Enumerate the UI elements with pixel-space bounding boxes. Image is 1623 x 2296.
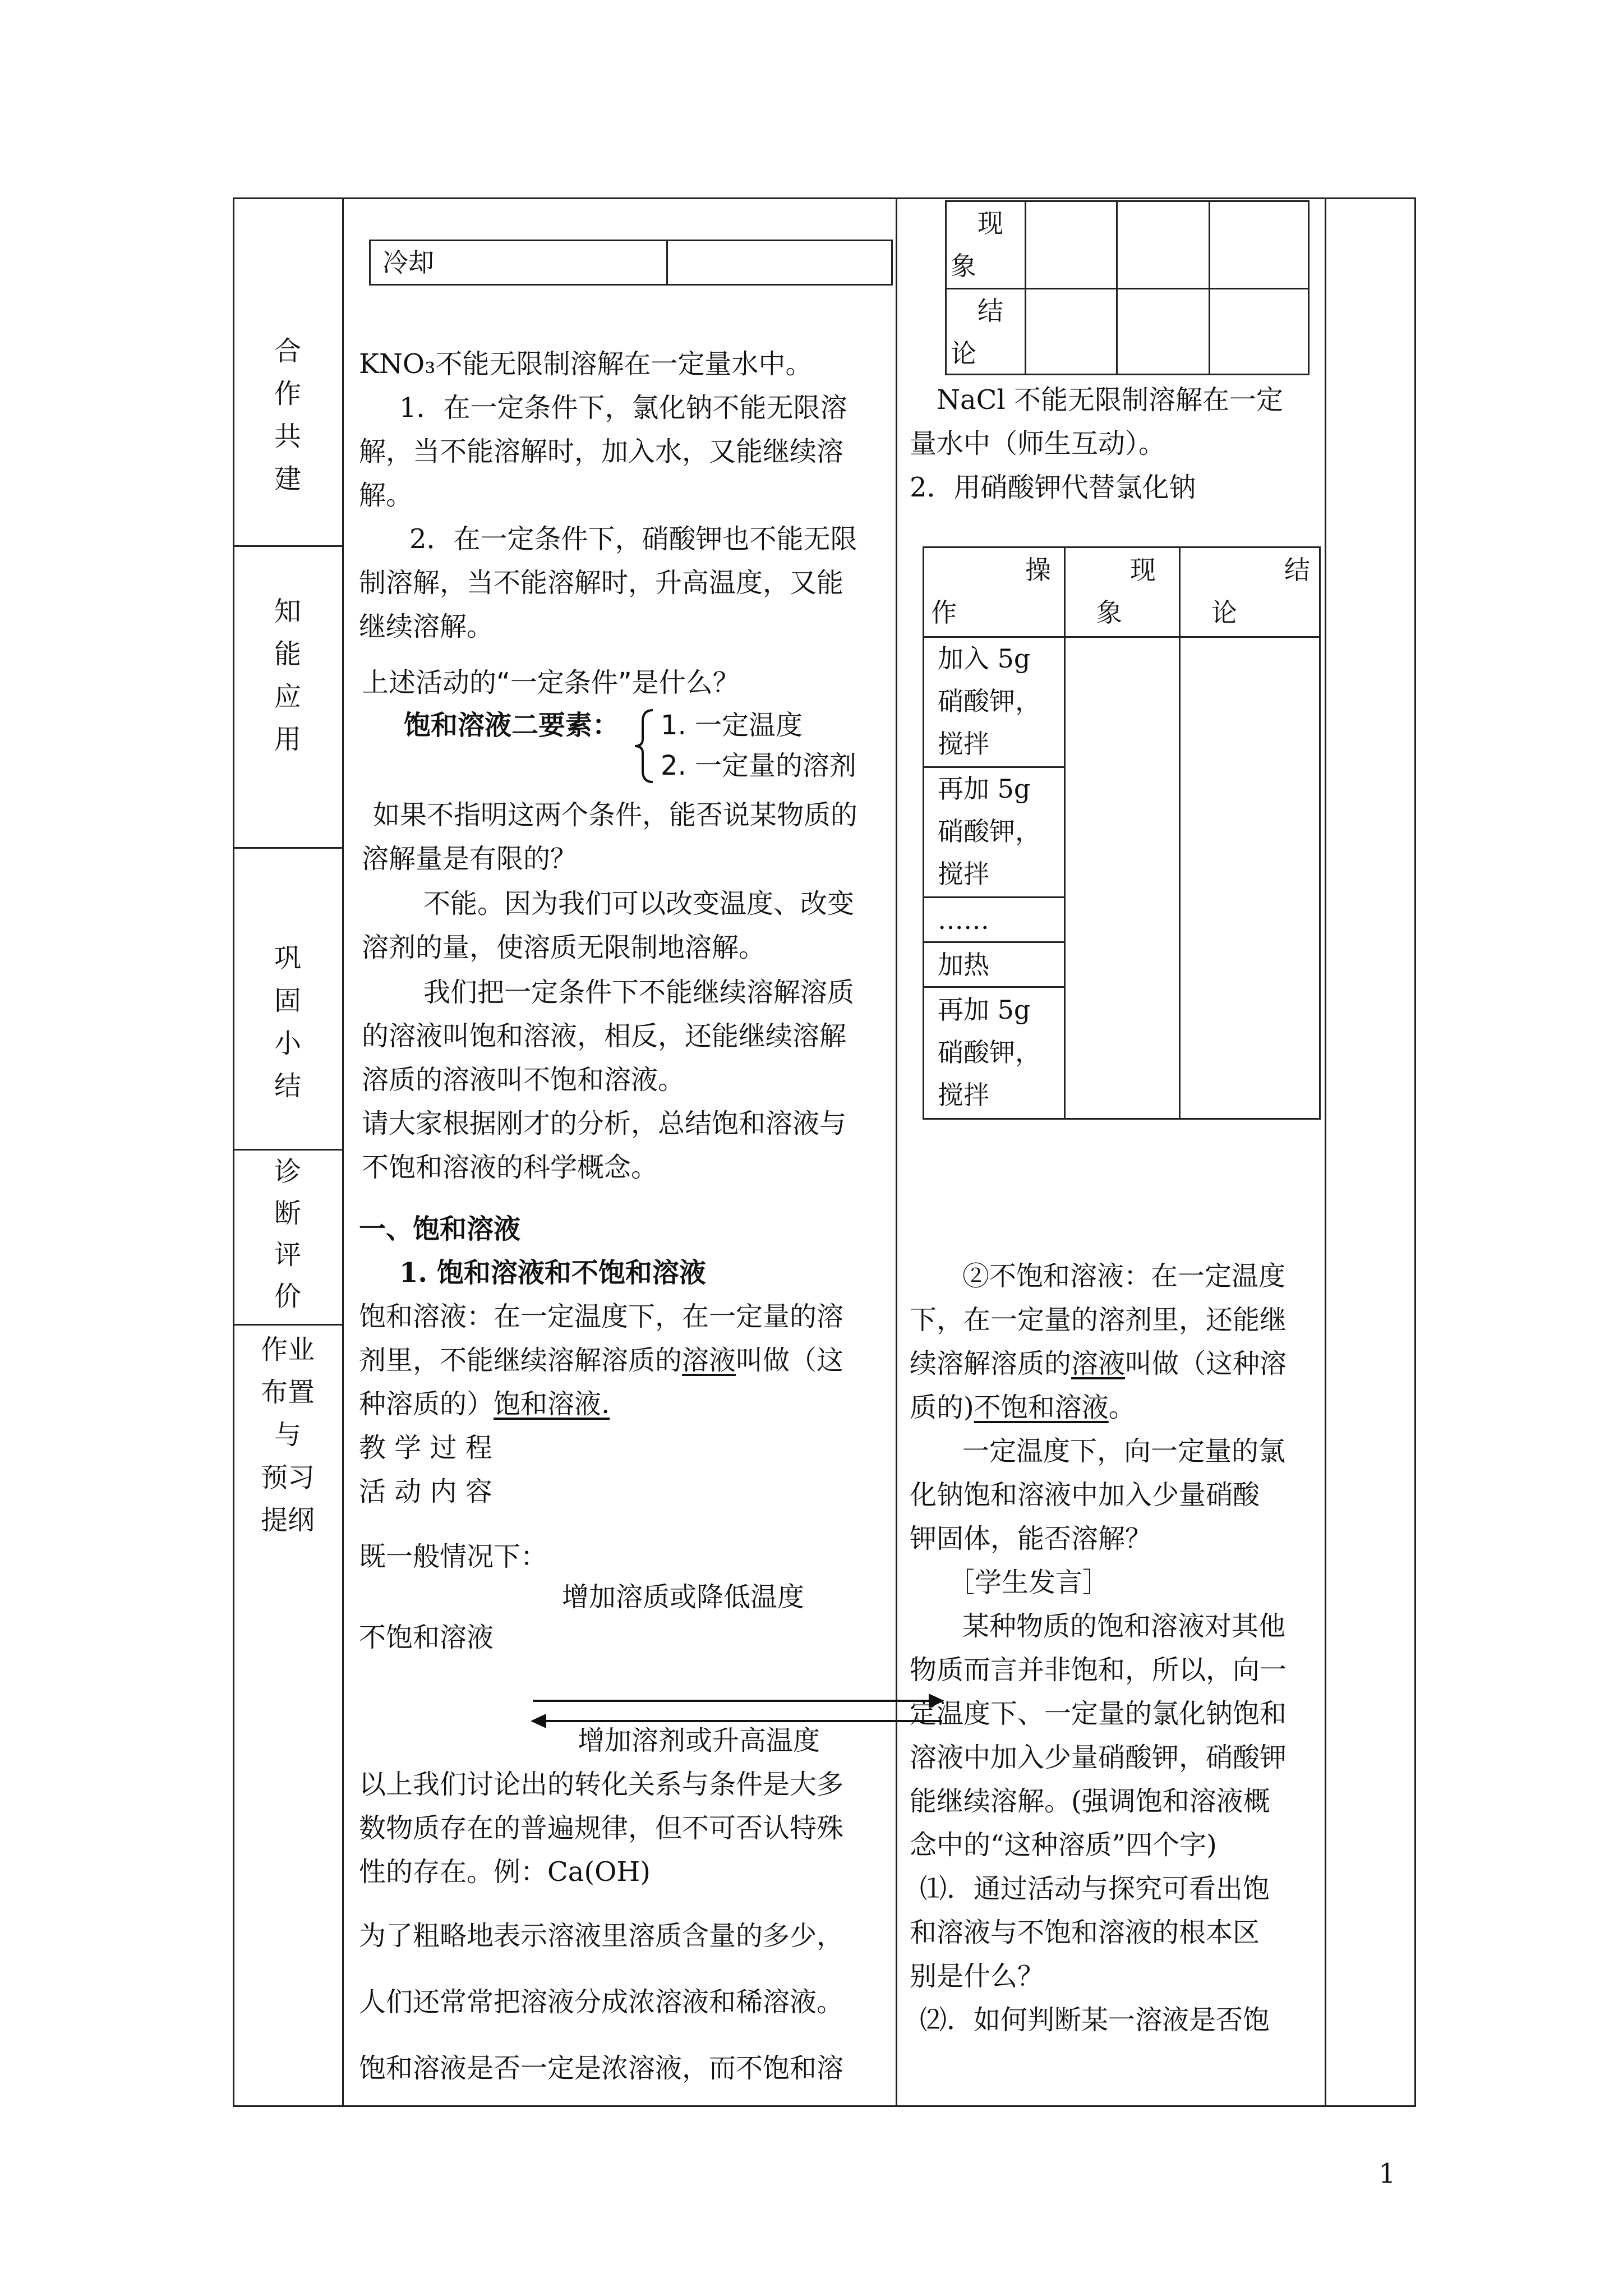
col-divider-3 — [1325, 197, 1326, 2107]
paragraph-1-line: 解。 — [359, 480, 413, 511]
table-header-operation: 操作 — [931, 555, 1051, 628]
sidebar-section-cooperation: 合 作 共 建 — [274, 335, 301, 495]
concentration-line: 为了粗略地表示溶液里溶质含量的多少， — [359, 1920, 844, 1952]
answer-line: 溶液中加入少量硝酸钾，硝酸钾 — [910, 1742, 1287, 1773]
saturation-element: 1. 一定温度 — [661, 710, 803, 741]
sidebar-divider — [233, 1149, 344, 1151]
student-speech: ［学生发言］ — [948, 1567, 1110, 1598]
arrow-head-left-icon — [529, 1713, 546, 1729]
concentration-line: 人们还常常把溶液分成浓溶液和稀溶液。 — [359, 1986, 844, 2018]
table-rule — [923, 941, 1066, 943]
table-rule — [1064, 546, 1066, 1120]
brace-icon — [633, 708, 655, 784]
ask-line: 不饱和溶液的科学概念。 — [362, 1152, 658, 1183]
question-1-line: 和溶液与不饱和溶液的根本区 — [910, 1917, 1260, 1948]
question-2-line: 如果不指明这两个条件，能否说某物质的 — [373, 799, 858, 831]
unsaturated-definition-line: ②不饱和溶液：在一定温度 — [962, 1260, 1286, 1292]
table-rule — [1025, 200, 1026, 375]
rule-line: 性的存在。例：Ca(OH) — [359, 1856, 651, 1888]
phenomenon-row-label: 现象 — [951, 208, 1003, 281]
answer-2-line: 不能。因为我们可以改变温度、改变 — [423, 888, 855, 919]
sidebar-section-application: 知 能 应 用 — [274, 596, 301, 755]
answer-line: 物质而言并非饱和，所以，向一 — [910, 1654, 1287, 1686]
definition-line: 溶质的溶液叫不饱和溶液。 — [362, 1064, 685, 1096]
frame-right — [1414, 197, 1416, 2107]
table-header-phenomenon: 现象 — [1096, 555, 1156, 628]
ask-line: 请大家根据刚才的分析，总结饱和溶液与 — [362, 1108, 847, 1139]
nacl-line: NaCl 不能无限制溶解在一定 — [937, 384, 1283, 416]
answer-line: 定温度下、一定量的氯化钠饱和 — [910, 1698, 1287, 1729]
question-2-line: 溶解量是有限的？ — [362, 843, 578, 875]
rule-line: 数物质存在的普遍规律，但不可否认特殊 — [359, 1812, 844, 1844]
question-line: 一定温度下，向一定量的氯 — [962, 1435, 1286, 1467]
table-header-conclusion: 结论 — [1211, 555, 1310, 628]
table-rule — [1116, 200, 1118, 375]
section-heading: 一、饱和溶液 — [359, 1213, 521, 1245]
table-rule — [1179, 546, 1181, 1120]
question-line: 钾固体，能否溶解？ — [910, 1523, 1152, 1554]
kno3-line: KNO₃不能无限制溶解在一定量水中。 — [359, 348, 813, 380]
sidebar-divider — [233, 545, 344, 547]
arrow-top-label: 增加溶质或降低温度 — [562, 1581, 805, 1613]
col-divider-2 — [896, 197, 897, 2107]
saturation-elements-label: 饱和溶液二要素： — [404, 710, 620, 741]
sidebar-divider — [233, 1324, 344, 1326]
frame-top — [233, 197, 1416, 199]
arrow-bottom-label: 增加溶剂或升高温度 — [578, 1725, 820, 1756]
table-rule — [1209, 200, 1210, 375]
subsection-heading: 1. 饱和溶液和不饱和溶液 — [399, 1257, 706, 1289]
paragraph-2-line: 制溶解，当不能溶解时，升高温度，又能 — [359, 567, 844, 599]
cooling-table-divider — [666, 240, 668, 286]
table-row-operation: …… — [938, 905, 989, 935]
frame-bottom — [233, 2105, 1416, 2107]
answer-line: 念中的“这种溶质”四个字) — [910, 1829, 1217, 1861]
conclusion-row-label: 结论 — [951, 296, 1003, 369]
cooling-table — [369, 240, 893, 286]
answer-line: 某种物质的饱和溶液对其他 — [962, 1611, 1286, 1642]
rule-line: 以上我们讨论出的转化关系与条件是大多 — [359, 1769, 844, 1800]
question-1-line: 别是什么？ — [910, 1961, 1045, 1992]
sidebar-section-homework: 作业 布置 与 预习 提纲 — [260, 1334, 315, 1536]
saturated-definition-line: 种溶质的）饱和溶液. — [359, 1388, 610, 1420]
question-line: 化钠饱和溶液中加入少量硝酸 — [910, 1479, 1260, 1511]
sidebar-divider — [233, 847, 344, 849]
unsaturated-definition-line: 下，在一定量的溶剂里，还能继 — [910, 1304, 1287, 1336]
table-rule — [923, 896, 1066, 898]
definition-line: 我们把一定条件下不能继续溶解溶质 — [423, 977, 855, 1008]
activity-heading: 活 动 内 容 — [359, 1476, 492, 1507]
forward-arrow — [533, 1700, 937, 1702]
unsaturated-definition-line: 质的)不饱和溶液。 — [910, 1392, 1136, 1423]
nacl-line: 量水中（师生互动）。 — [910, 428, 1166, 459]
paragraph-1-line: 1．在一定条件下，氯化钠不能无限溶 — [399, 392, 847, 424]
definition-line: 的溶液叫饱和溶液，相反，还能继续溶解 — [362, 1020, 847, 1052]
answer-line: 能继续溶解。(强调饱和溶液概 — [910, 1786, 1270, 1817]
col-divider-1 — [342, 197, 344, 2107]
paragraph-2-line: 2．在一定条件下，硝酸钾也不能无限 — [409, 523, 857, 555]
process-heading: 教 学 过 程 — [359, 1432, 492, 1464]
question-1-line: ⑴．通过活动与探究可看出饱 — [920, 1873, 1270, 1904]
condition-question: 上述活动的“一定条件”是什么？ — [362, 667, 740, 698]
page-number: 1 — [1378, 2158, 1396, 2189]
sidebar-section-summary: 巩 固 小 结 — [274, 942, 301, 1102]
saturated-definition-line: 饱和溶液：在一定温度下，在一定量的溶 — [359, 1301, 844, 1332]
paragraph-2-line: 继续溶解。 — [359, 611, 494, 642]
saturated-definition-line: 剂里，不能继续溶解溶质的溶液叫做（这 — [359, 1345, 844, 1376]
answer-2-line: 溶剂的量，使溶质无限制地溶解。 — [362, 932, 766, 963]
cooling-label: 冷却 — [382, 247, 434, 278]
paragraph-1-line: 解，当不能溶解时，加入水，又能继续溶 — [359, 436, 844, 467]
unsaturated-label: 不饱和溶液 — [359, 1622, 494, 1653]
table-row-operation: 加入 5g 硝酸钾，搅拌 — [938, 643, 1041, 759]
replace-line: 2．用硝酸钾代替氯化钠 — [910, 472, 1196, 503]
sidebar-section-evaluation: 诊 断 评 价 — [274, 1156, 301, 1312]
table-row-operation: 加热 — [938, 950, 989, 980]
table-rule — [923, 986, 1066, 988]
unsaturated-definition-line: 续溶解溶质的溶液叫做（这种溶 — [910, 1348, 1287, 1379]
table-row-operation: 再加 5g 硝酸钾，搅拌 — [938, 995, 1041, 1110]
concentration-line: 饱和溶液是否一定是浓溶液，而不饱和溶 — [359, 2053, 844, 2084]
question-2-line: ⑵．如何判断某一溶液是否饱 — [920, 2004, 1270, 2036]
table-row-operation: 再加 5g 硝酸钾，搅拌 — [938, 774, 1041, 889]
general-case: 既一般情况下： — [359, 1541, 548, 1572]
saturation-element: 2. 一定量的溶剂 — [661, 750, 857, 781]
